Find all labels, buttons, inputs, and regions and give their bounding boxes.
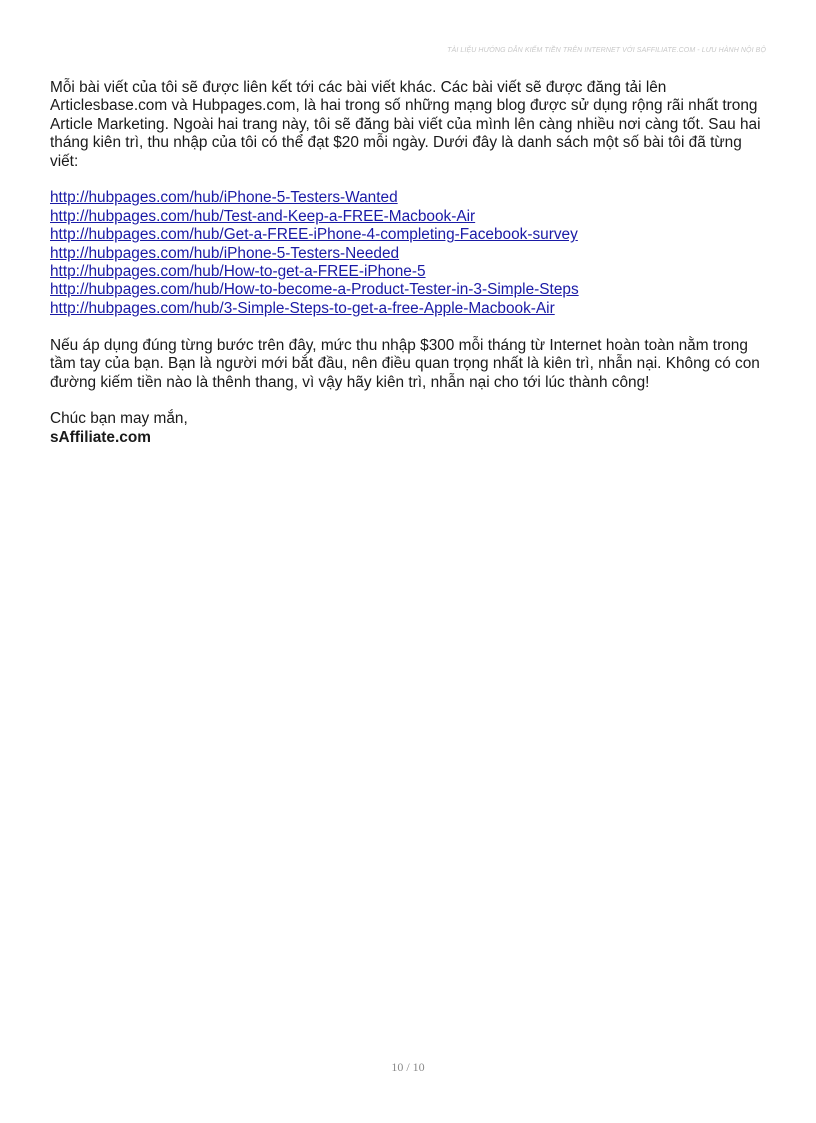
- list-item: [50, 300, 774, 318]
- list-item: [50, 208, 774, 226]
- document-body: [50, 79, 774, 447]
- list-item: [50, 263, 774, 281]
- article-link-6[interactable]: http://hubpages.com/hub/How-to-become-a-Product-Tester-in-3-Simple-Steps: [50, 281, 579, 299]
- article-link-4[interactable]: http://hubpages.com/hub/iPhone-5-Testers-Needed: [50, 244, 400, 262]
- running-header: TÀI LIỆU HƯỚNG DẪN KIẾM TIỀN TRÊN INTERNET VỚI SAFFILIATE.COM - LƯU HÀNH NỘI BỘ: [447, 47, 766, 54]
- advice-paragraph: Nếu áp dụng đúng từng bước trên đây, mức thu nhập $300 mỗi tháng từ Internet hoàn toàn nằm trong tầm tay của bạn. Bạn là người mới bắt đầu, nên điều quan trọng nhất là kiên trì, nhẫn nại. Không có con đường kiếm tiền nào là thênh thang, vì vậy hãy kiên trì, nhẫn nại cho tới lúc thành công!: [50, 336, 760, 391]
- article-link-5[interactable]: http://hubpages.com/hub/How-to-get-a-FREE-iPhone-5: [50, 263, 426, 281]
- intro-paragraph: Mỗi bài viết của tôi sẽ được liên kết tới các bài viết khác. Các bài viết sẽ được đăng tải lên Articlesbase.com và Hubpages.com, là hai trong số những mạng blog được sử dụng rộng rãi nhất trong Article Marketing. Ngoài hai trang này, tôi sẽ đăng bài viết của mình lên càng nhiều nơi càng tốt. Sau hai tháng kiên trì, thu nhập của tôi có thể đạt $20 mỗi ngày. Dưới đây là danh sách một số bài tôi đã từng viết:: [50, 79, 761, 170]
- list-item: [50, 226, 774, 244]
- page-number: 10 / 10: [391, 1060, 425, 1074]
- list-item: [50, 281, 774, 299]
- article-link-2[interactable]: http://hubpages.com/hub/Test-and-Keep-a-FREE-Macbook-Air: [50, 207, 476, 225]
- article-link-3[interactable]: http://hubpages.com/hub/Get-a-FREE-iPhone-4-completing-Facebook-survey: [50, 226, 578, 244]
- article-link-7[interactable]: http://hubpages.com/hub/3-Simple-Steps-to-get-a-free-Apple-Macbook-Air: [50, 299, 555, 317]
- closing-line: Chúc bạn may mắn,: [50, 410, 188, 428]
- article-link-list: [50, 189, 774, 318]
- list-item: [50, 245, 774, 263]
- article-link-1[interactable]: http://hubpages.com/hub/iPhone-5-Testers-Wanted: [50, 189, 398, 207]
- list-item: [50, 189, 774, 207]
- signature: sAffiliate.com: [50, 428, 151, 446]
